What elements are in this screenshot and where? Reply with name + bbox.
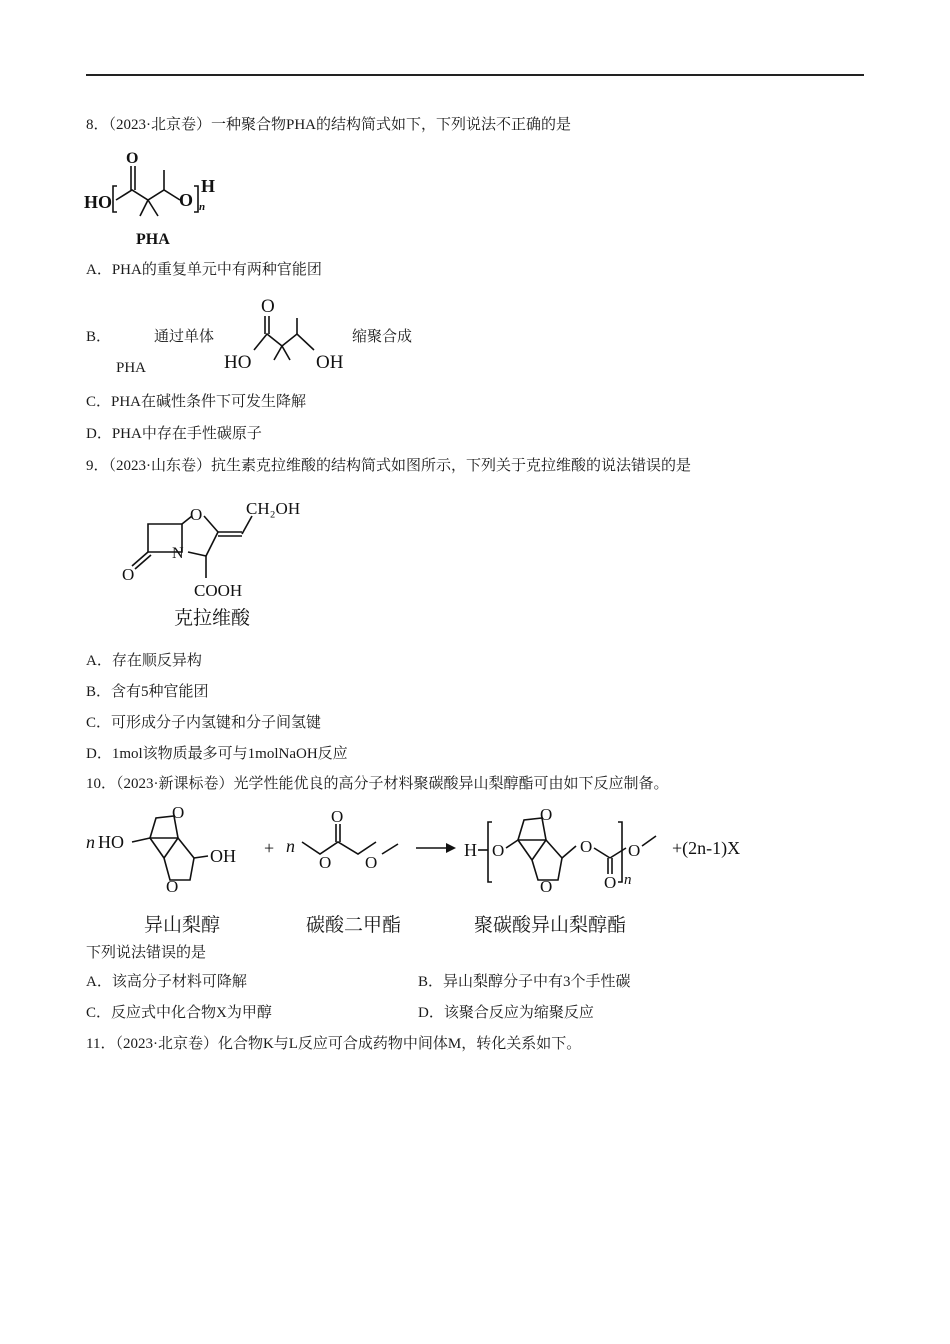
plus-sign: + <box>264 838 275 858</box>
q11-stem: 11．（2023·北京卷）化合物K与L反应可合成药物中间体M，转化关系如下。 <box>86 1036 582 1052</box>
pha-keto-o: O <box>126 150 139 167</box>
isosorbide-ho: HO <box>98 832 124 852</box>
pha-ether-o: O <box>179 190 194 210</box>
polymer-o-end: O <box>628 841 641 860</box>
q9-option-d: D．1mol该物质最多可与1molNaOH反应 <box>86 746 348 762</box>
dmc-n: n <box>286 836 295 856</box>
q8-option-b-subject: PHA <box>116 360 147 376</box>
q10-option-d: D．该聚合反应为缩聚反应 <box>418 1005 594 1021</box>
reaction-scheme <box>86 802 766 898</box>
label-dimethyl-carbonate: 碳酸二甲酯 <box>306 915 402 936</box>
pha-h: H <box>201 176 216 196</box>
clavulanic-acid-structure <box>118 494 318 634</box>
pha-label: PHA <box>136 231 170 248</box>
clav-cooh: COOH <box>194 581 243 600</box>
monomer-ho: HO <box>224 352 252 373</box>
clav-n: N <box>172 545 184 562</box>
dmc-o-left: O <box>319 853 332 872</box>
isosorbide-n: n <box>86 832 95 852</box>
polymer-ring-o-bottom: O <box>540 877 553 896</box>
q10-prompt: 下列说法错误的是 <box>86 945 207 961</box>
isosorbide-oh: OH <box>210 846 236 866</box>
label-isosorbide: 异山梨醇 <box>144 915 221 936</box>
pha-n: n <box>199 201 206 213</box>
polymer-ring-o-top: O <box>540 805 553 824</box>
isosorbide-o-bottom: O <box>166 877 179 896</box>
clav-ring-o: O <box>190 505 203 524</box>
header-rule <box>86 74 864 76</box>
clav-keto-o: O <box>122 565 135 584</box>
q9-option-a: A．存在顺反异构 <box>86 653 202 669</box>
q8-option-a: A．PHA的重复单元中有两种官能团 <box>86 262 322 278</box>
q8-option-b-head: B． <box>86 329 112 345</box>
byproduct: +(2n-1)X <box>672 838 741 858</box>
q8-option-b-text2: 缩聚合成 <box>352 329 413 345</box>
dmc-keto-o: O <box>331 807 344 826</box>
polymer-h: H <box>464 840 477 860</box>
polymer-keto-o: O <box>604 873 617 892</box>
polymer-n: n <box>624 872 632 888</box>
q9-option-b: B．含有5种官能团 <box>86 684 209 700</box>
q9-stem: 9．（2023·山东卷）抗生素克拉维酸的结构简式如图所示，下列关于克拉维酸的说法错误的是 <box>86 458 691 474</box>
q10-option-a: A．该高分子材料可降解 <box>86 974 247 990</box>
q8-option-b-text1: 通过单体 <box>154 329 215 345</box>
q8-option-d: D．PHA中存在手性碳原子 <box>86 426 262 442</box>
clav-ch2oh: CH₂OH <box>246 499 301 518</box>
q8-option-c: C．PHA在碱性条件下可发生降解 <box>86 394 307 410</box>
q10-option-c: C．反应式中化合物X为甲醇 <box>86 1005 272 1021</box>
q10-option-b: B．异山梨醇分子中有3个手性碳 <box>418 974 631 990</box>
label-polymer: 聚碳酸异山梨醇酯 <box>474 915 627 936</box>
monomer-keto-o: O <box>261 296 275 317</box>
polymer-o-right: O <box>580 837 593 856</box>
q9-option-c: C．可形成分子内氢键和分子间氢键 <box>86 715 322 731</box>
q10-stem: 10．（2023·新课标卷）光学性能优良的高分子材料聚碳酸异山梨醇酯可由如下反应制备。 <box>86 776 669 792</box>
q8-stem: 8．（2023·北京卷）一种聚合物PHA的结构简式如下，下列说法不正确的是 <box>86 117 572 133</box>
dmc-o-right: O <box>365 853 378 872</box>
isosorbide-o-top: O <box>172 803 185 822</box>
pha-ho: HO <box>84 192 113 212</box>
clav-label: 克拉维酸 <box>174 608 251 629</box>
monomer-oh: OH <box>316 352 344 373</box>
pha-structure <box>84 148 234 248</box>
polymer-o-left: O <box>492 841 505 860</box>
monomer-structure <box>224 294 354 374</box>
